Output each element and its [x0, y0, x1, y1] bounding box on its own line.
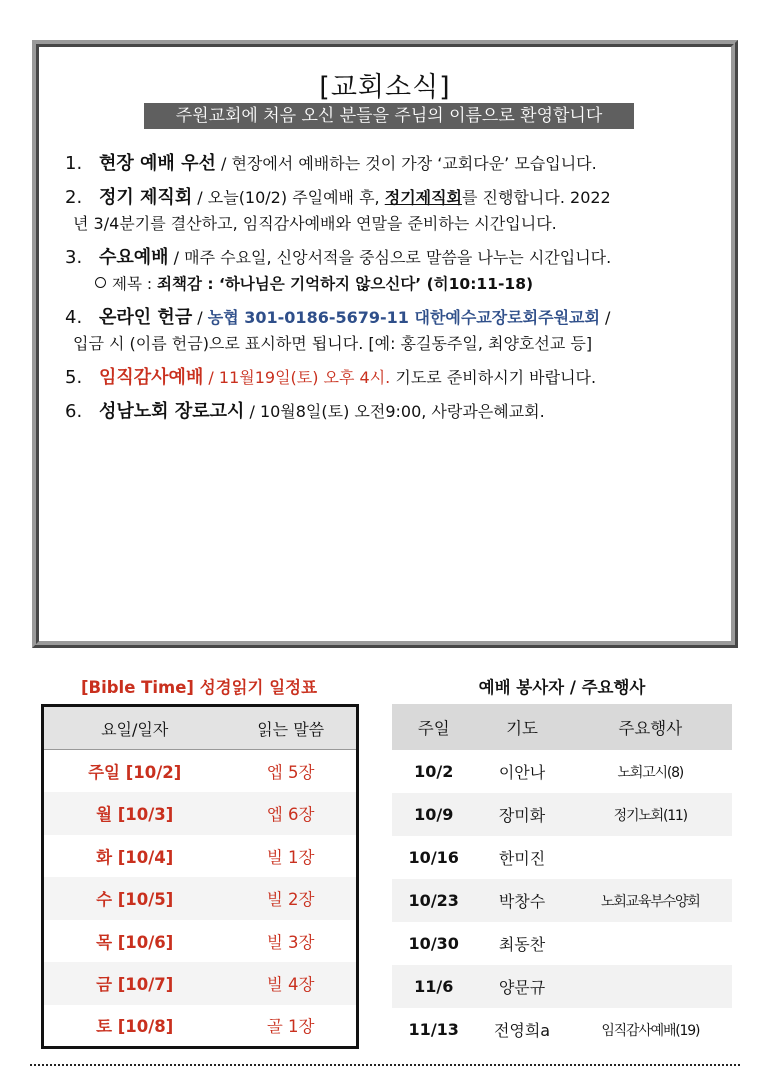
header-day: 요일/일자	[43, 706, 226, 750]
news-title: [교회소식]	[319, 72, 451, 103]
event-cell	[569, 836, 732, 879]
item-heading: 현장 예배 우선	[99, 153, 216, 174]
table-row	[392, 1008, 732, 1051]
date-cell: 10/16	[408, 848, 459, 867]
bible-schedule-title: [Bible Time] 성경읽기 일정표	[80, 678, 318, 697]
reading-cell: 빌 1장	[266, 847, 315, 867]
prayer-cell: 전영희a	[493, 1021, 551, 1040]
item-heading: 수요예배	[99, 247, 169, 268]
news-item-6	[65, 399, 717, 425]
item-text: / 매주 수요일, 신앙서적을 중심으로 말씀을 나누는 시간입니다.	[168, 248, 612, 267]
item-number: 4.	[65, 307, 83, 328]
table-row	[43, 962, 358, 1005]
item-number: 2.	[65, 187, 83, 208]
prayer-cell: 장미화	[475, 793, 568, 836]
table-row	[392, 965, 732, 1008]
header-reading: 읽는 말씀	[225, 706, 357, 750]
day-cell: 월 [10/3]	[43, 792, 226, 835]
prayer-cell: 최동찬	[498, 935, 546, 954]
table-row	[392, 879, 732, 922]
service-schedule-title: 예배 봉사자 / 주요행사	[478, 678, 646, 697]
reading-cell: 빌 4장	[225, 962, 357, 1005]
date-cell: 10/30	[408, 934, 459, 953]
item-text: / 오늘(10/2) 주일예배 후,	[192, 188, 385, 207]
table-header-row	[43, 706, 358, 750]
news-item-5	[65, 365, 717, 391]
item-heading: 온라인 헌금	[99, 307, 193, 328]
event-cell	[569, 922, 732, 965]
date-cell: 11/6	[392, 965, 475, 1008]
date-cell: 11/13	[408, 1020, 459, 1039]
item-number: 1.	[65, 153, 83, 174]
subject-label: 제목 :	[112, 275, 158, 293]
day-cell: 토 [10/8]	[96, 1017, 174, 1036]
day-cell: 화 [10/4]	[96, 847, 174, 867]
prayer-cell: 한미진	[498, 849, 546, 868]
news-item-4	[65, 305, 717, 357]
item-text: / 현장에서 예배하는 것이 가장 ‘교회다운’ 모습입니다.	[215, 154, 597, 173]
date-cell: 10/23	[392, 879, 475, 922]
news-list	[65, 151, 717, 433]
church-news-box	[32, 40, 738, 648]
event-cell: 정기노회(11)	[569, 793, 732, 836]
item-text: 를 진행합니다. 2022	[462, 188, 611, 207]
welcome-banner: 주원교회에 처음 오신 분들을 주님의 이름으로 환영합니다	[144, 103, 634, 129]
circle-bullet-icon	[95, 277, 106, 288]
item-heading: 성남노회 장로고시	[99, 401, 245, 422]
bible-schedule-table	[41, 704, 359, 1049]
item-number: 6.	[65, 401, 83, 422]
prayer-cell: 박창수	[475, 879, 568, 922]
table-row	[43, 877, 358, 920]
event-cell: 노회고시(8)	[617, 764, 684, 781]
item-emphasis: 정기제직회	[384, 188, 463, 207]
reading-cell: 빌 2장	[225, 877, 357, 920]
table-header-row	[392, 704, 732, 750]
table-row	[392, 750, 732, 793]
reading-cell: 엡 6장	[225, 792, 357, 835]
header-event: 주요행사	[569, 704, 732, 750]
news-item-3	[65, 245, 717, 297]
news-item-1	[65, 151, 717, 177]
table-row	[392, 922, 732, 965]
item-heading: 임직감사예배	[99, 367, 204, 388]
table-row	[43, 750, 358, 793]
day-cell: 금 [10/7]	[43, 962, 226, 1005]
item-text: /	[599, 308, 611, 327]
item-heading: 정기 제직회	[99, 187, 193, 208]
subject-title: 죄책감 : ‘하나님은 기억하지 않으신다’ (히10:11-18)	[157, 275, 534, 293]
table-row	[43, 1005, 358, 1048]
item-continuation: 년 3/4분기를 결산하고, 임직감사예배와 연말을 준비하는 시간입니다.	[73, 214, 557, 233]
reading-cell: 골 1장	[266, 1017, 315, 1036]
date-cell: 10/2	[414, 762, 454, 781]
event-cell: 임직감사예배(19)	[601, 1022, 700, 1039]
header-sunday: 주일	[392, 704, 475, 750]
table-row	[43, 920, 358, 963]
prayer-cell: 이안나	[498, 763, 546, 782]
item-text: /	[192, 308, 208, 327]
item-number: 5.	[65, 367, 83, 388]
sermon-subject	[65, 271, 717, 297]
day-cell: 주일 [10/2]	[88, 763, 182, 782]
item-continuation: 입금 시 (이름 헌금)으로 표시하면 됩니다. [예: 홍길동주일, 최양호선교 등]	[73, 334, 593, 353]
bank-account: 농협 301-0186-5679-11 대한예수교장로회주원교회	[207, 308, 600, 327]
item-text: / 10월8일(토) 오전9:00, 사랑과은혜교회.	[244, 402, 545, 421]
item-text: 기도로 준비하시기 바랍니다.	[390, 368, 597, 387]
table-row	[43, 835, 358, 878]
reading-cell: 빌 3장	[266, 932, 315, 952]
item-date: / 11월19일(토) 오후 4시.	[203, 368, 391, 387]
item-number: 3.	[65, 247, 83, 268]
bottom-divider	[30, 1064, 740, 1066]
table-row	[43, 792, 358, 835]
prayer-cell: 양문규	[475, 965, 568, 1008]
reading-cell: 엡 5장	[266, 763, 315, 782]
day-cell: 수 [10/5]	[43, 877, 226, 920]
service-schedule-table	[392, 704, 732, 1051]
table-row	[392, 793, 732, 836]
table-row	[392, 836, 732, 879]
news-item-2	[65, 185, 717, 237]
event-cell	[569, 965, 732, 1008]
header-prayer: 기도	[475, 704, 568, 750]
event-cell: 노회교육부수양회	[569, 879, 732, 922]
date-cell: 10/9	[392, 793, 475, 836]
day-cell: 목 [10/6]	[96, 932, 174, 952]
